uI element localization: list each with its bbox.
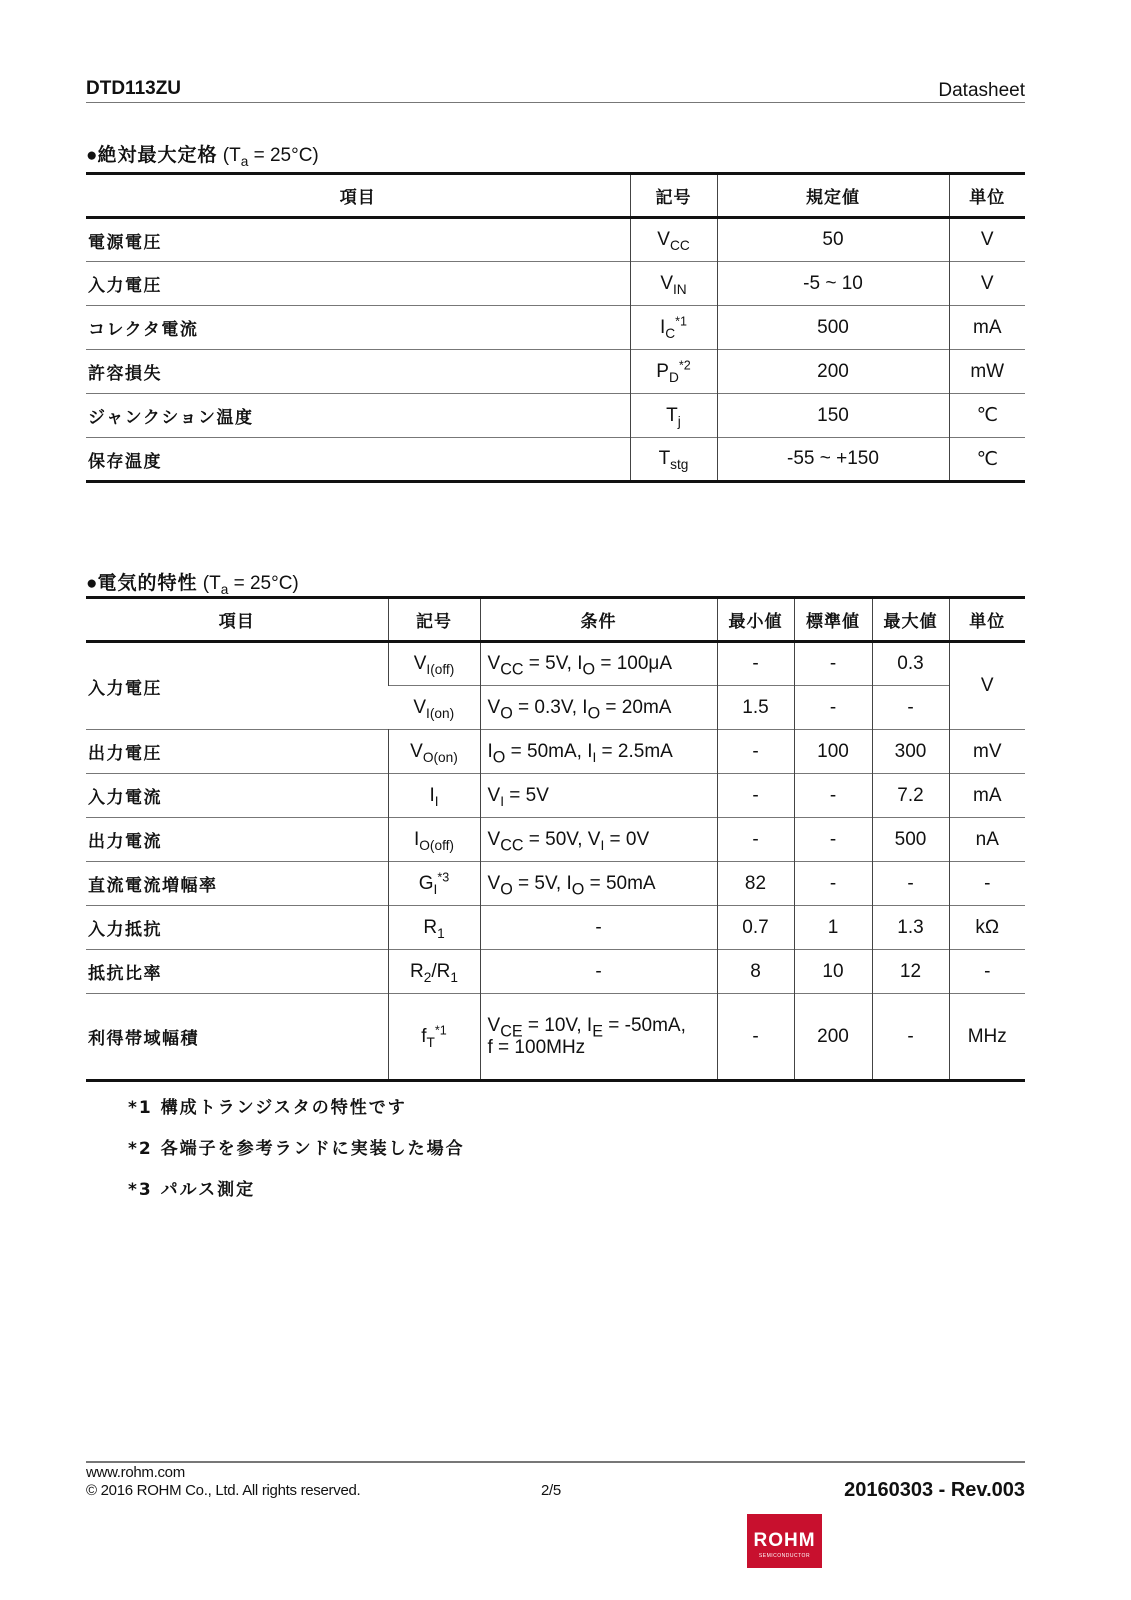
unit-cell: - [949, 862, 1025, 906]
col-header: 記号 [630, 174, 717, 218]
condition-cell: $V_O = 5V$, $I_O = 50mA$ [480, 862, 717, 906]
table-row [86, 394, 1025, 438]
min-cell: - [717, 774, 794, 818]
value-cell: -55 ~ +150 [717, 438, 949, 482]
condition-cell: - [480, 906, 717, 950]
table-row [86, 818, 1025, 862]
condition-cell: $V_O = 0.3V$, $I_O = 20mA$ [480, 686, 717, 730]
symbol-cell: $V_{O(on)}$ [388, 730, 480, 774]
symbol-cell: $T_{stg}$ [630, 438, 717, 482]
item-cell: 入力電圧 [88, 678, 162, 699]
max-cell: 7.2 [872, 774, 949, 818]
table-row [86, 774, 1025, 818]
symbol-cell: $P_D^{*2}$ [630, 350, 717, 394]
symbol-cell: $G_I^{*3}$ [388, 862, 480, 906]
typ-cell: 1 [794, 906, 872, 950]
table-row [86, 994, 1025, 1081]
col-header: 項目 [218, 612, 255, 632]
unit-cell: nA [949, 818, 1025, 862]
symbol-cell: $V_{I(on)}$ [413, 696, 455, 721]
item-cell: 許容損失 [88, 364, 162, 384]
footnote-1: *1 構成トランジスタの特性です [128, 1098, 407, 1118]
min-cell: 8 [717, 950, 794, 994]
typ-cell: 100 [794, 730, 872, 774]
table-row [86, 730, 1025, 774]
symbol-cell: $V_{CC}$ [630, 218, 717, 262]
page-number: 2/5 [541, 1482, 561, 1499]
value-cell: -5 ~ 10 [717, 262, 949, 306]
condition-cell: $V_{CE} = 10V$, $I_E = -50mA$, f = 100MHz [480, 994, 717, 1081]
condition-cell: $V_{CC} = 5V$, $I_O = 100\mu A$ [480, 642, 717, 686]
elec-char-title: ●電気的特性 $(T_a = 25^\circ C)$ [86, 572, 299, 597]
unit-cell: V [949, 642, 1025, 730]
item-cell: 電源電圧 [88, 232, 162, 253]
header-divider [86, 102, 1025, 103]
item-cell: コレクタ電流 [88, 320, 199, 340]
max-cell: 0.3 [872, 642, 949, 686]
item-cell: 直流電流増幅率 [88, 876, 218, 896]
max-cell: 1.3 [872, 906, 949, 950]
unit-cell: ℃ [949, 394, 1025, 438]
symbol-cell: $T_j$ [630, 394, 717, 438]
item-cell: ジャンクション温度 [88, 408, 254, 428]
symbol-cell: $V_{IN}$ [630, 262, 717, 306]
abs-max-title: ●絶対最大定格 $(T_a = 25^\circ C)$ [86, 144, 319, 169]
footer-copyright: © 2016 ROHM Co., Ltd. All rights reserved. [86, 1482, 361, 1499]
table-row [86, 950, 1025, 994]
max-cell: 500 [872, 818, 949, 862]
item-cell: 保存温度 [88, 451, 162, 472]
symbol-cell: $I_C^{*1}$ [630, 306, 717, 350]
table-row [86, 862, 1025, 906]
table-row [86, 438, 1025, 482]
doc-type: Datasheet [938, 80, 1025, 101]
max-cell: - [872, 994, 949, 1081]
table-row [86, 642, 1025, 686]
min-cell: - [717, 818, 794, 862]
min-cell: - [717, 642, 794, 686]
col-header: 記号 [388, 598, 480, 642]
typ-cell: - [794, 686, 872, 730]
min-cell: 82 [717, 862, 794, 906]
footer-url[interactable]: www.rohm.com [86, 1464, 185, 1481]
typ-cell: - [794, 862, 872, 906]
value-cell: 500 [717, 306, 949, 350]
col-header: 条件 [480, 598, 717, 642]
condition-cell: $V_{CC} = 50V$, $V_I = 0V$ [480, 818, 717, 862]
table-row [86, 218, 1025, 262]
elec-char-table [86, 596, 1025, 1082]
unit-cell: ℃ [949, 438, 1025, 482]
min-cell: - [717, 994, 794, 1081]
footnote-3: *3 パルス測定 [128, 1180, 256, 1200]
item-cell: 利得帯域幅積 [88, 1029, 199, 1049]
item-cell: 出力電流 [88, 832, 162, 852]
max-cell: - [872, 862, 949, 906]
max-cell: - [872, 686, 949, 730]
typ-cell: - [794, 642, 872, 686]
item-cell: 入力電圧 [88, 276, 162, 296]
abs-max-table [86, 172, 1025, 483]
table-row [86, 262, 1025, 306]
symbol-cell: $R_1$ [388, 906, 480, 950]
unit-cell: mV [949, 730, 1025, 774]
table-row [86, 350, 1025, 394]
symbol-cell: $I_I$ [388, 774, 480, 818]
min-cell: 1.5 [717, 686, 794, 730]
value-cell: 50 [717, 218, 949, 262]
unit-cell: mA [949, 306, 1025, 350]
value-cell: 150 [717, 394, 949, 438]
item-cell: 抵抗比率 [88, 964, 162, 984]
condition-cell: - [480, 950, 717, 994]
table-row [86, 906, 1025, 950]
typ-cell: 200 [794, 994, 872, 1081]
symbol-cell: $I_{O(off)}$ [388, 818, 480, 862]
min-cell: 0.7 [717, 906, 794, 950]
typ-cell: - [794, 774, 872, 818]
col-header: 標準値 [794, 598, 872, 642]
item-cell: 入力抵抗 [88, 920, 162, 940]
symbol-cell: $R_2/R_1$ [388, 950, 480, 994]
col-header: 項目 [339, 188, 376, 208]
unit-cell: mA [949, 774, 1025, 818]
min-cell: - [717, 730, 794, 774]
bullet-icon: ● [86, 573, 98, 594]
item-cell: 入力電流 [88, 788, 162, 808]
unit-cell: mW [949, 350, 1025, 394]
condition-cell: $I_O = 50mA$, $I_I = 2.5mA$ [480, 730, 717, 774]
typ-cell: - [794, 818, 872, 862]
revision: 20160303 - Rev.003 [844, 1479, 1025, 1501]
bullet-icon: ● [86, 145, 98, 166]
col-header: 単位 [949, 174, 1025, 218]
col-header: 単位 [949, 598, 1025, 642]
max-cell: 300 [872, 730, 949, 774]
footnote-2: *2 各端子を参考ランドに実装した場合 [128, 1139, 465, 1159]
col-header: 最小値 [717, 598, 794, 642]
unit-cell: - [949, 950, 1025, 994]
symbol-cell: $V_{I(off)}$ [388, 642, 480, 686]
col-header: 最大値 [872, 598, 949, 642]
unit-cell: kΩ [949, 906, 1025, 950]
unit-cell: MHz [949, 994, 1025, 1081]
rohm-logo: ROHM SEMICONDUCTOR [747, 1514, 822, 1568]
condition-cell: $V_I = 5V$ [480, 774, 717, 818]
part-number: DTD113ZU [86, 78, 182, 99]
item-cell: 出力電圧 [88, 744, 162, 764]
table-row [86, 306, 1025, 350]
footer-divider [86, 1461, 1025, 1463]
symbol-cell: $f_T^{*1}$ [388, 994, 480, 1081]
unit-cell: V [949, 262, 1025, 306]
max-cell: 12 [872, 950, 949, 994]
typ-cell: 10 [794, 950, 872, 994]
unit-cell: V [949, 218, 1025, 262]
col-header: 規定値 [717, 174, 949, 218]
value-cell: 200 [717, 350, 949, 394]
